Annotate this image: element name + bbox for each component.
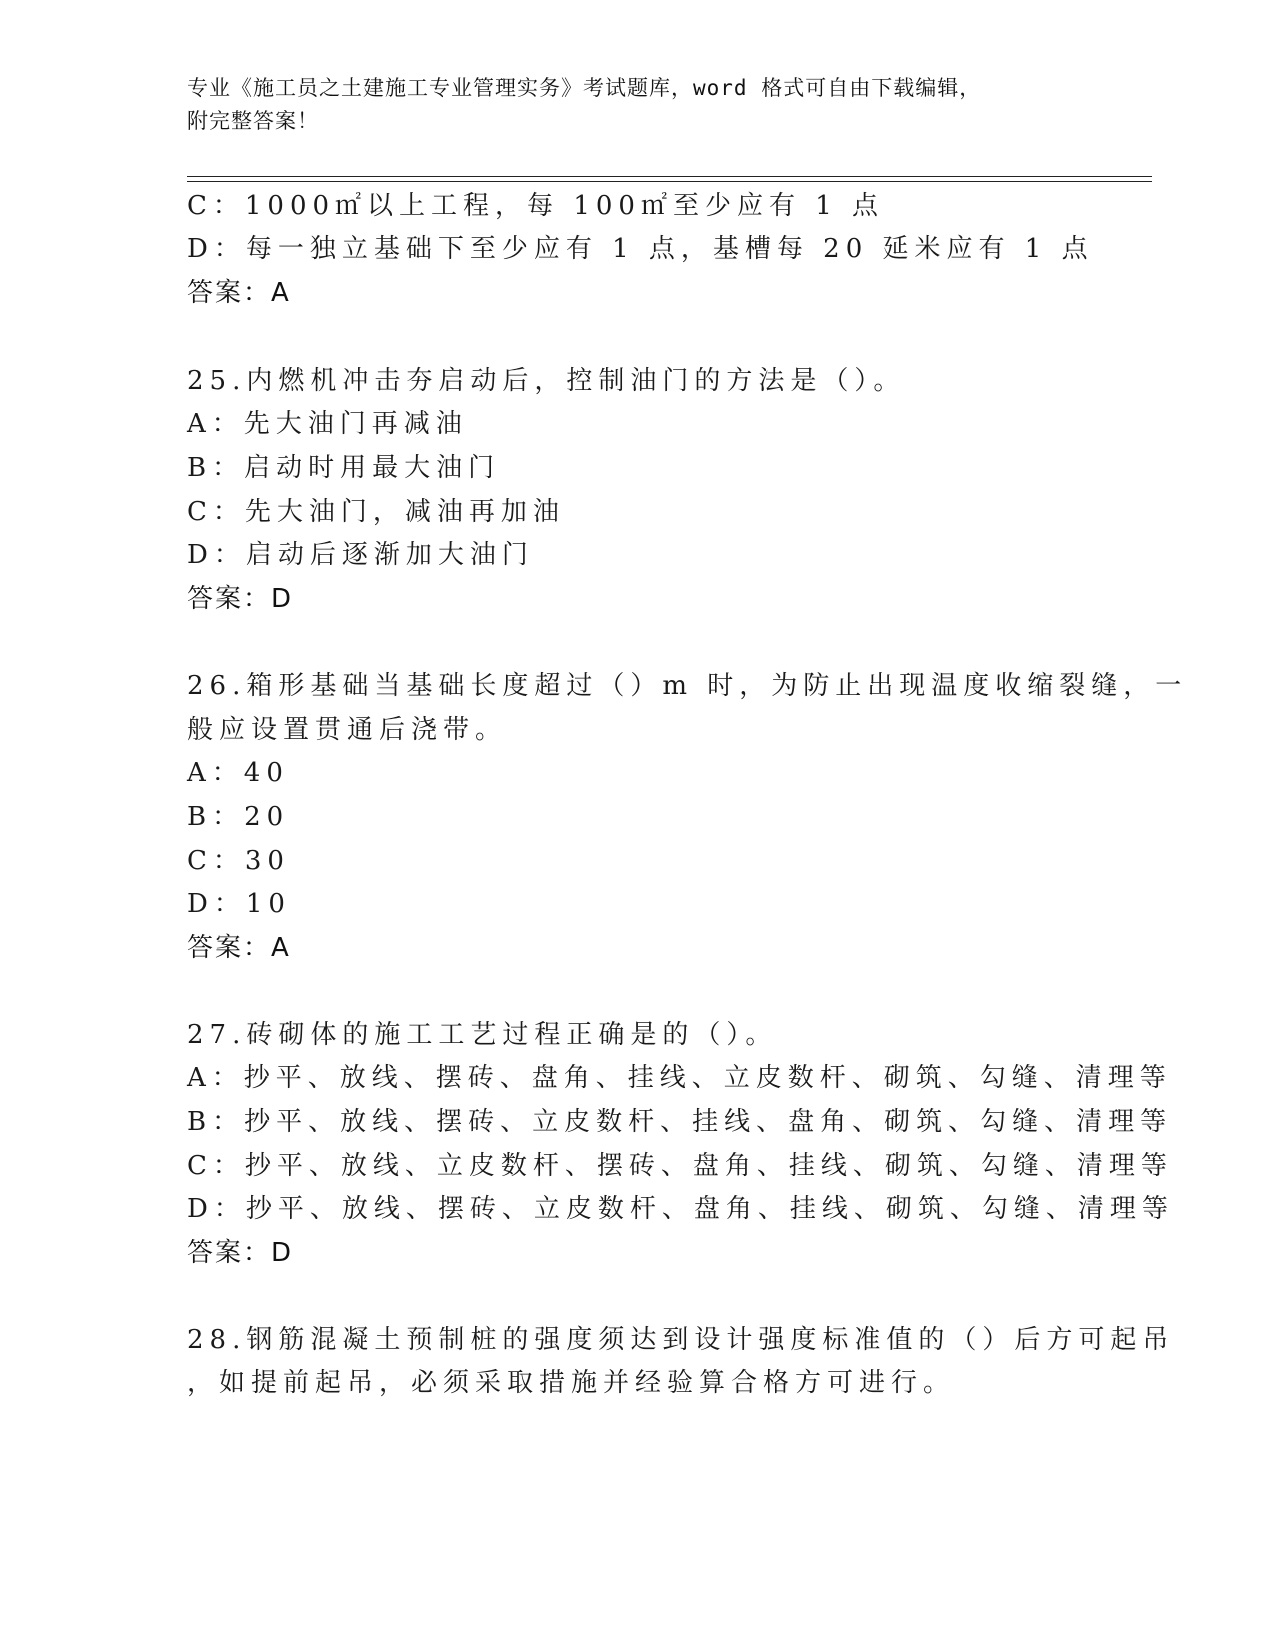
q26-option-c: C：30 <box>187 846 290 876</box>
document-header <box>187 72 1087 138</box>
q27-option-a: A：抄平、放线、摆砖、盘角、挂线、立皮数杆、砌筑、勾缝、清理等 <box>187 1063 1172 1093</box>
header-line-2: 附完整答案！ <box>187 109 319 133</box>
header-line-1: 专业《施工员之土建施工专业管理实务》考试题库，word 格式可自由下载编辑， <box>187 76 982 100</box>
q27-answer: 答案：D <box>187 1238 294 1268</box>
q27-stem: 27.砖砌体的施工工艺过程正确是的（）。 <box>187 1020 778 1050</box>
q25-answer: 答案：D <box>187 584 294 614</box>
header-divider-top <box>187 176 1152 177</box>
q27-option-b: B：抄平、放线、摆砖、立皮数杆、挂线、盘角、砌筑、勾缝、清理等 <box>187 1107 1173 1137</box>
q25-stem: 25.内燃机冲击夯启动后，控制油门的方法是（）。 <box>187 366 906 396</box>
prev-option-c: C：1000㎡以上工程，每 100㎡至少应有 1 点 <box>187 191 885 221</box>
q26-option-b: B：20 <box>187 802 290 832</box>
q25-option-b: B：启动时用最大油门 <box>187 453 501 483</box>
q26-option-d: D：10 <box>187 889 291 919</box>
prev-answer: 答案：A <box>187 278 291 308</box>
q27-option-d: D：抄平、放线、摆砖、立皮数杆、盘角、挂线、砌筑、勾缝、清理等 <box>187 1194 1174 1224</box>
q28-stem-line-1: 28.钢筋混凝土预制桩的强度须达到设计强度标准值的（）后方可起吊 <box>187 1325 1175 1355</box>
q26-answer: 答案：A <box>187 933 291 963</box>
q26-stem-line-1: 26.箱形基础当基础长度超过（）m 时，为防止出现温度收缩裂缝，一 <box>187 671 1188 701</box>
header-divider-bottom <box>187 181 1152 182</box>
q27-option-c: C：抄平、放线、立皮数杆、摆砖、盘角、挂线、砌筑、勾缝、清理等 <box>187 1151 1173 1181</box>
q25-option-d: D：启动后逐渐加大油门 <box>187 540 534 570</box>
q26-option-a: A：40 <box>187 758 289 788</box>
q25-option-c: C：先大油门，减油再加油 <box>187 497 565 527</box>
prev-option-d: D：每一独立基础下至少应有 1 点，基槽每 20 延米应有 1 点 <box>187 234 1094 264</box>
q25-option-a: A：先大油门再减油 <box>187 409 468 439</box>
q26-stem-line-2: 般应设置贯通后浇带。 <box>187 715 508 745</box>
q28-stem-line-2: ，如提前起吊，必须采取措施并经验算合格方可进行。 <box>187 1368 956 1398</box>
